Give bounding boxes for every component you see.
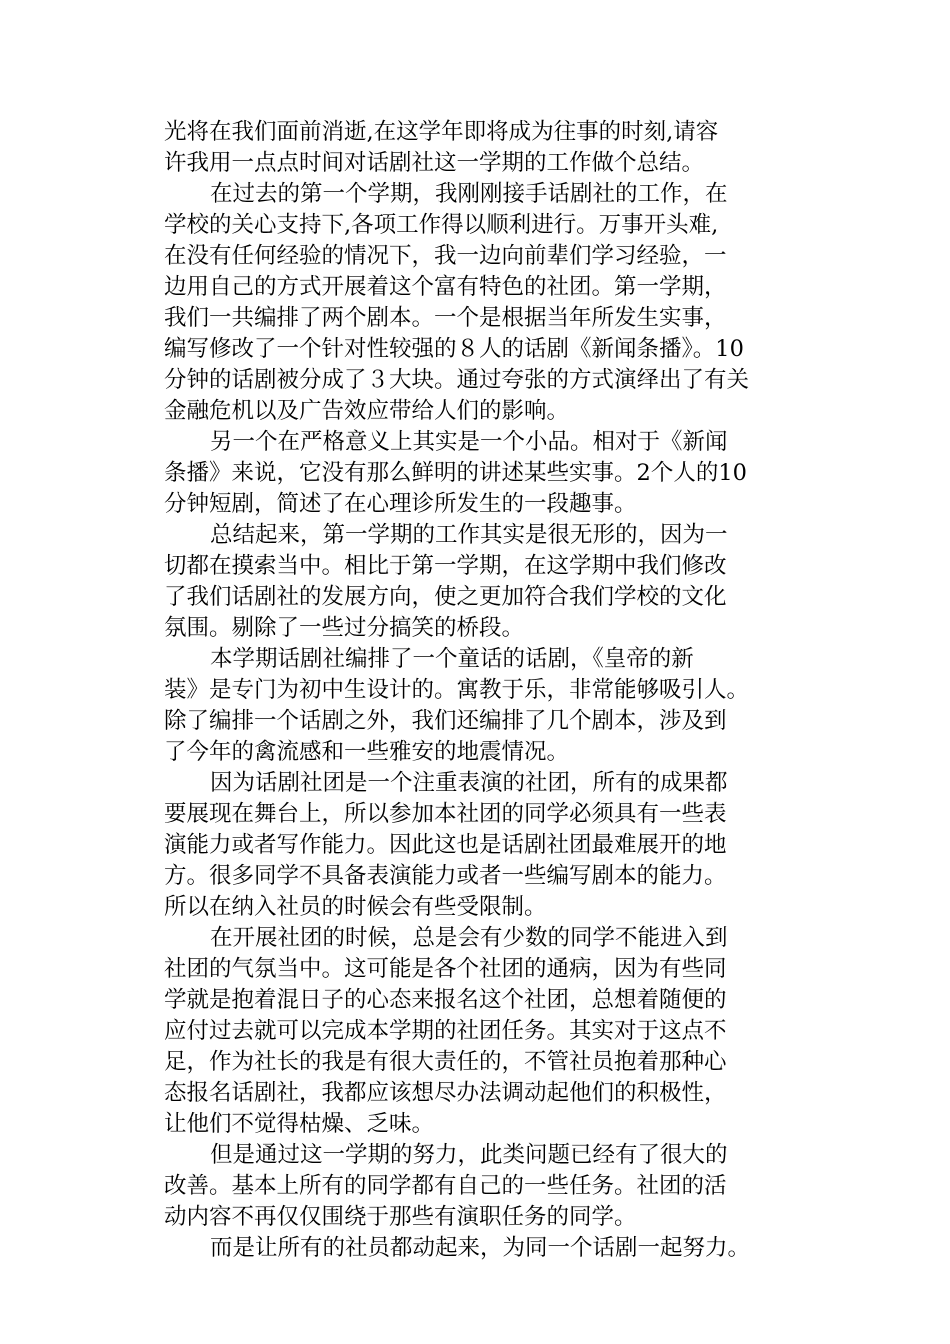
text-line (0, 1077, 950, 1109)
text-line (0, 364, 950, 396)
text-line (0, 705, 950, 737)
text-line (0, 1170, 950, 1202)
paragraph-start-line (0, 178, 950, 210)
text-line-content: 学校的关心支持下,各项工作得以顺利进行。万事开头难, (164, 212, 719, 238)
text-line-content: 编写修改了一个针对性较强的８人的话剧《新闻条播》。10 (164, 336, 744, 362)
paragraph-start-line (0, 1232, 950, 1264)
text-line-content: 我们一共编排了两个剧本。一个是根据当年所发生实事， (164, 305, 727, 331)
text-line-content: 装》是专门为初中生设计的。寓教于乐，非常能够吸引人。 (164, 677, 750, 703)
text-line-content: 在开展社团的时候，总是会有少数的同学不能进入到 (210, 925, 728, 951)
text-line-content: 态报名话剧社，我都应该想尽办法调动起他们的积极性， (164, 1080, 727, 1106)
text-line (0, 829, 950, 861)
text-line-content: 学就是抱着混日子的心态来报名这个社团，总想着随便的 (164, 987, 727, 1013)
text-line (0, 984, 950, 1016)
text-line-content: 但是通过这一学期的努力，此类问题已经有了很大的 (210, 1142, 728, 1168)
text-line (0, 302, 950, 334)
text-line-content: 让他们不觉得枯燥、乏味。 (164, 1111, 435, 1137)
text-line (0, 736, 950, 768)
text-line (0, 240, 950, 272)
text-line (0, 209, 950, 241)
text-line-content: 分钟短剧，简述了在心理诊所发生的一段趣事。 (164, 491, 637, 517)
text-line (0, 798, 950, 830)
text-line-content: 在过去的第一个学期，我刚刚接手话剧社的工作，在 (210, 181, 728, 207)
text-line-content: 社团的气氛当中。这可能是各个社团的通病，因为有些同 (164, 956, 727, 982)
text-line-content: 总结起来，第一学期的工作其实是很无形的，因为一 (210, 522, 728, 548)
paragraph-start-line (0, 922, 950, 954)
text-line-content: 在没有任何经验的情况下，我一边向前辈们学习经验，一 (164, 243, 727, 269)
text-line-content: 足，作为社长的我是有很大责任的，不管社员抱着那种心 (164, 1049, 727, 1075)
text-line-content: 氛围。剔除了一些过分搞笑的桥段。 (164, 615, 525, 641)
text-line-content: 所以在纳入社员的时候会有些受限制。 (164, 894, 547, 920)
paragraph-start-line (0, 1139, 950, 1171)
text-line (0, 1015, 950, 1047)
text-line-content: 另一个在严格意义上其实是一个小品。相对于《新闻 (210, 429, 728, 455)
text-line (0, 860, 950, 892)
paragraph-start-line (0, 767, 950, 799)
text-line-content: 了我们话剧社的发展方向，使之更加符合我们学校的文化 (164, 584, 727, 610)
text-line (0, 488, 950, 520)
text-line (0, 1108, 950, 1140)
text-line-content: 条播》来说，它没有那么鲜明的讲述某些实事。2个人的10 (164, 460, 747, 486)
text-line-content: 因为话剧社团是一个注重表演的社团，所有的成果都 (210, 770, 728, 796)
text-line-content: 除了编排一个话剧之外，我们还编排了几个剧本，涉及到 (164, 708, 727, 734)
text-line-content: 改善。基本上所有的同学都有自己的一些任务。社团的活 (164, 1173, 727, 1199)
text-line-content: 许我用一点点时间对话剧社这一学期的工作做个总结。 (164, 150, 705, 176)
paragraph-start-line (0, 426, 950, 458)
text-line-content: 金融危机以及广告效应带给人们的影响。 (164, 398, 570, 424)
text-line-content: 了今年的禽流感和一些雅安的地震情况。 (164, 739, 570, 765)
text-line-content: 要展现在舞台上，所以参加本社团的同学必须具有一些表 (164, 801, 727, 827)
text-line (0, 271, 950, 303)
text-line-content: 分钟的话剧被分成了３大块。通过夸张的方式演绎出了有关 (164, 367, 750, 393)
text-line (0, 1046, 950, 1078)
text-line (0, 1201, 950, 1233)
text-line-content: 光将在我们面前消逝,在这学年即将成为往事的时刻,请容 (164, 119, 719, 145)
text-line-content: 演能力或者写作能力。因此这也是话剧社团最难展开的地 (164, 832, 727, 858)
text-line (0, 612, 950, 644)
paragraph-start-line (0, 643, 950, 675)
text-line-content: 本学期话剧社编排了一个童话的话剧，《皇帝的新 (210, 646, 694, 672)
text-line (0, 457, 950, 489)
text-line (0, 674, 950, 706)
text-line-content: 动内容不再仅仅围绕于那些有演职任务的同学。 (164, 1204, 637, 1230)
text-line (0, 147, 950, 179)
text-line-content: 切都在摸索当中。相比于第一学期，在这学期中我们修改 (164, 553, 727, 579)
text-line-content: 而是让所有的社员都动起来，为同一个话剧一起努力。 (210, 1235, 751, 1261)
text-line (0, 550, 950, 582)
paragraph-start-line (0, 519, 950, 551)
text-line (0, 333, 950, 365)
text-line-content: 应付过去就可以完成本学期的社团任务。其实对于这点不 (164, 1018, 727, 1044)
text-line-content: 边用自己的方式开展着这个富有特色的社团。第一学期， (164, 274, 727, 300)
text-line (0, 581, 950, 613)
text-line (0, 116, 950, 148)
text-line (0, 395, 950, 427)
text-line-content: 方。很多同学不具备表演能力或者一些编写剧本的能力。 (164, 863, 727, 889)
text-line (0, 891, 950, 923)
text-line (0, 953, 950, 985)
